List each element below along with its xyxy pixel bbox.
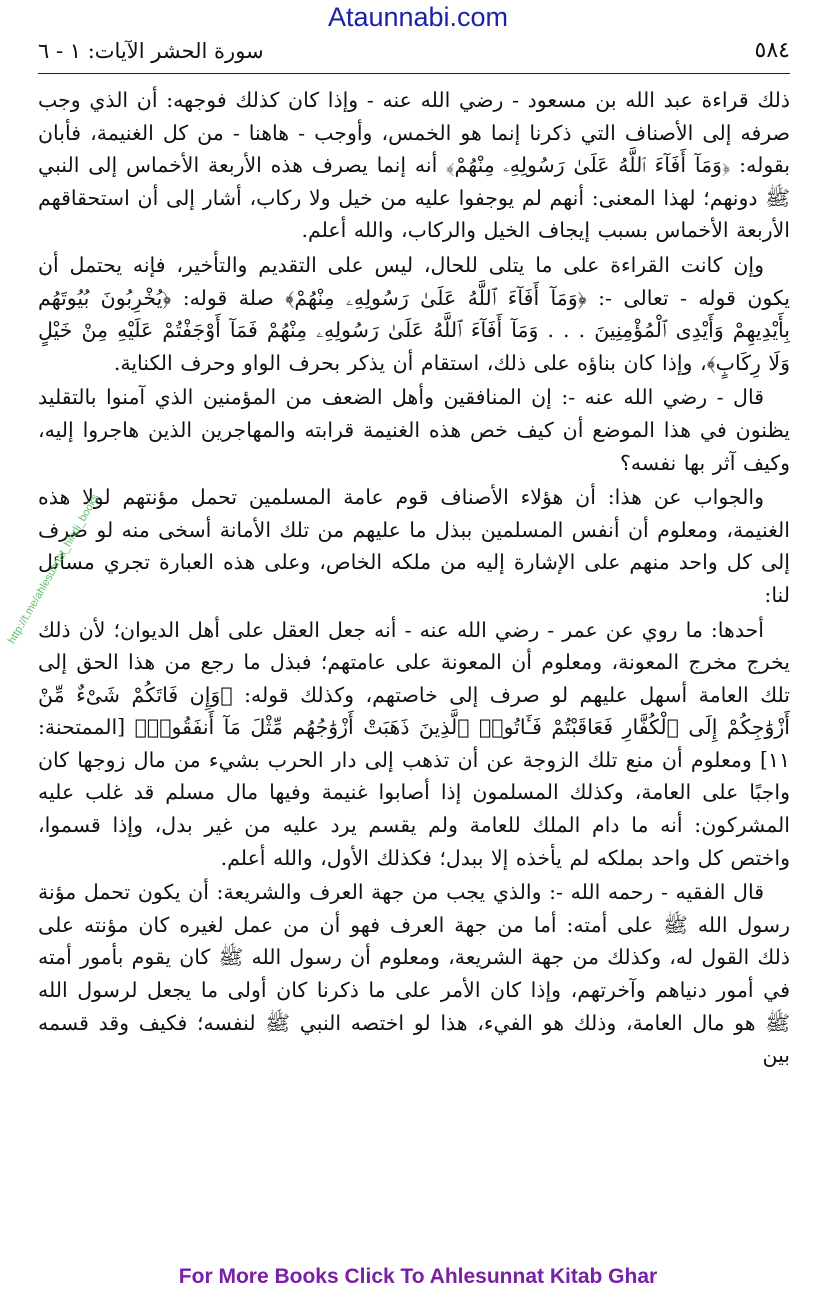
paragraph-6: قال الفقيه - رحمه الله -: والذي يجب من جهة العرف والشريعة: أن يكون تحمل مؤنة رسول الله ﷺ على أمته: أما من جهة العرف فهو أن من عمل لغيره كان مؤنته على ذلك القول له، وكذلك من جهة الشريعة، ومعلوم أن رسول الله ﷺ كان يقوم بأمور أمته في أمور دنياهم وآخرتهم، وإذا كان الأمر على ما ذكرنا كان أولى ما يجعل لرسول الله ﷺ هو مال العامة، وذلك هو الفيء، هذا لو اختصه النبي ﷺ لنفسه؛ فكيف وقد قسمه بين xyxy=(38,880,790,1068)
footer-link[interactable]: For More Books Click To Ahlesunnat Kitab Ghar xyxy=(178,1265,658,1288)
surah-title: سورة الحشر الآيات: ١ - ٦ xyxy=(38,39,264,63)
page-number: ٥٨٤ xyxy=(754,38,790,63)
site-title[interactable]: Ataunnabi.com xyxy=(327,2,509,32)
paragraph-1: ذلك قراءة عبد الله بن مسعود - رضي الله عنه - وإذا كان كذلك فوجهه: أن الذي وجب صرفه إلى الأصناف التي ذكرنا إنما هو الخمس، وأوجب - هاهنا - من كل الغنيمة، فأبان بقوله: ﴿وَمَآ أَفَآءَ ٱللَّهُ عَلَىٰ رَسُولِهِۦ مِنْهُمْ﴾ أنه إنما يصرف هذه الأربعة الأخماس إلى النبي ﷺ دونهم؛ لهذا المعنى: أنهم لم يوجفوا عليه من خيل ولا ركاب، أشار إلى أن استحقاقهم الأربعة الأخماس بسبب إيجاف الخيل والركاب، والله أعلم. xyxy=(38,88,790,243)
paragraph-4: والجواب عن هذا: أن هؤلاء الأصناف قوم عامة المسلمين تحمل مؤنتهم لولا هذه الغنيمة، ومعلوم أن أنفس المسلمين ببذل ما عليهم من تلك الأمانة أسخى منه لو صرف إلى كل واحد منهم على الإشارة إليه من ملكه الخاص، وعلى هذه العبارة تجري مسائل لنا: xyxy=(38,485,790,607)
paragraph-3: قال - رضي الله عنه -: إن المنافقين وأهل الضعف من المؤمنين الذي آمنوا بالتقليد يظنون في هذا الموضع أن كيف خص هذه الغنيمة قرابته والمهاجرين الذين هاجروا إليه، وكيف آثر بها نفسه؟ xyxy=(38,385,790,475)
header-divider xyxy=(38,73,790,74)
watermark-link: http://t.me/ahlesunnat_hindi_books xyxy=(6,492,102,646)
page-body xyxy=(38,84,790,1248)
paragraph-5: أحدها: ما روي عن عمر - رضي الله عنه - أنه جعل العقل على أهل الديوان؛ لأن ذلك يخرج مخرج المعونة، ومعلوم أن المعونة على عامتهم؛ فبذل ما رجع من هذا الحق إلى تلك العامة أسهل عليهم لو صرف إلى خاصتهم، وكذلك قوله: ﴿وَإِن فَاتَكُمْ شَىْءٌ مِّنْ أَزْوَٰجِكُمْ إِلَى ٱلْكُفَّارِ فَعَاقَبْتُمْ فَـَٔاتُوا۟ ٱلَّذِينَ ذَهَبَتْ أَزْوَٰجُهُم مِّثْلَ مَآ أَنفَقُوا۟﴾ [الممتحنة: ١١] ومعلوم أن منع تلك الزوجة عن أن تذهب إلى دار الحرب بشيء من مال زوجها كان واجبًا على العامة، وكذلك المسلمون إذا أصابوا غنيمة وفيها مال مسلم قد غلب عليه المشركون: أنه ما دام الملك للعامة ولم يقسم يرد عليه من غير بدل، وإذا قسموا، واختص كل واحد بملكه لم يأخذه إلا ببدل؛ فكذلك الأول، والله أعلم. xyxy=(38,617,790,870)
paragraph-2: وإن كانت القراءة على ما يتلى للحال، ليس على التقديم والتأخير، فإنه يحتمل أن يكون قوله - تعالى -: ﴿وَمَآ أَفَآءَ ٱللَّهُ عَلَىٰ رَسُولِهِۦ مِنْهُمْ﴾ صلة قوله: ﴿يُخْرِبُونَ بُيُوتَهُم بِأَيْدِيهِمْ وَأَيْدِى ٱلْمُؤْمِنِينَ . . . وَمَآ أَفَآءَ ٱللَّهُ عَلَىٰ رَسُولِهِۦ مِنْهُمْ فَمَآ أَوْجَفْتُمْ عَلَيْهِ مِنْ خَيْلٍ وَلَا رِكَابٍ﴾، وإذا كان بناؤه على ذلك، استقام أن يذكر بحرف الواو وحرف الكناية. xyxy=(38,252,790,375)
page-header xyxy=(38,34,790,70)
